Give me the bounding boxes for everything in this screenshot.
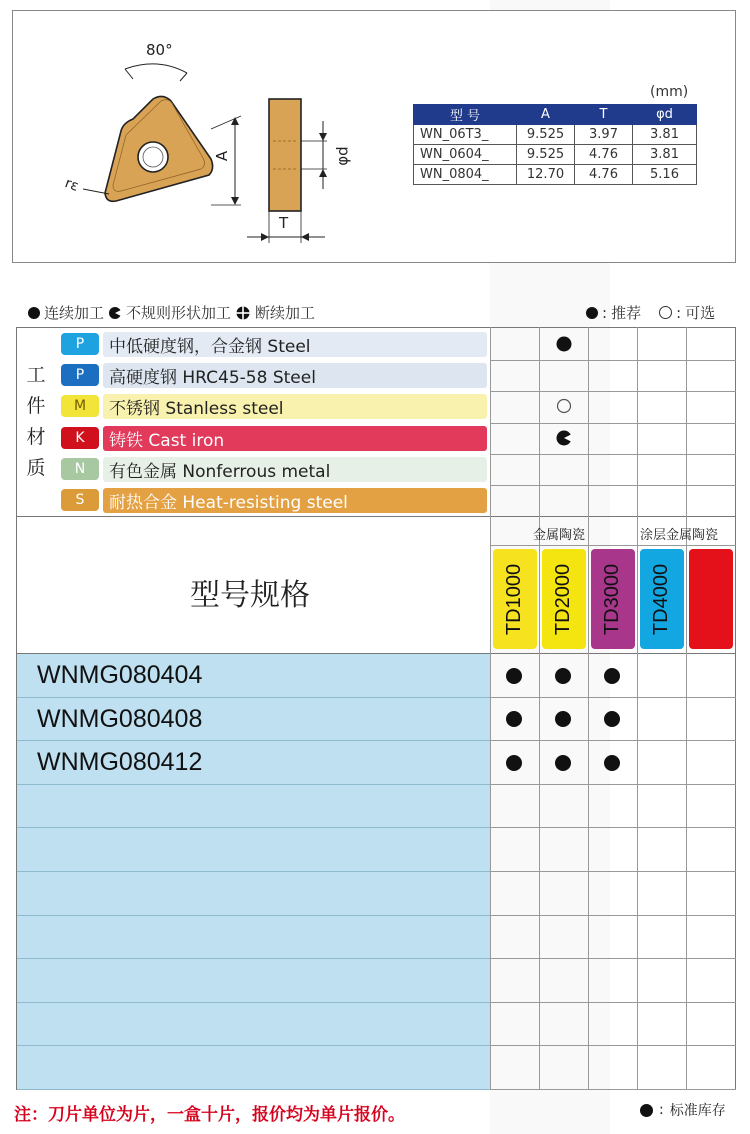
angle-label: 80° xyxy=(146,41,173,59)
grid-line xyxy=(490,1045,736,1046)
table-row xyxy=(17,1046,490,1090)
dim-cell: WN_06T3_ xyxy=(414,125,517,145)
stock-mark-icon xyxy=(555,668,571,684)
grid-line xyxy=(686,327,687,1090)
table-row xyxy=(17,828,490,872)
grid-line xyxy=(490,423,736,424)
legend-continuous: 连续加工 xyxy=(44,304,105,322)
recommended-mark-icon xyxy=(555,335,573,353)
grade-name: TD3000 xyxy=(601,563,624,635)
stock-label: 标准库存 xyxy=(669,1103,726,1119)
dim-header-d: φd xyxy=(633,105,697,125)
material-code-badge: K xyxy=(61,427,99,449)
optional-mark-icon xyxy=(555,397,573,415)
model-name: WNMG080412 xyxy=(37,748,203,777)
grade-column-header xyxy=(689,549,733,649)
workpiece-label-1: 工 xyxy=(26,364,46,386)
grid-line xyxy=(490,454,736,455)
dimension-unit: (mm) xyxy=(650,84,689,100)
dim-header-a: A xyxy=(517,105,575,125)
table-row xyxy=(17,872,490,916)
spec-label: 型号规格 xyxy=(190,578,310,613)
legend-row xyxy=(28,302,315,323)
grid-line xyxy=(490,391,736,392)
table-row xyxy=(414,165,697,185)
dim-cell: 9.525 xyxy=(517,125,575,145)
material-name-bar: 高硬度钢 HRC45-58 Steel xyxy=(103,363,487,388)
table-row xyxy=(17,959,490,1003)
grid-line xyxy=(637,327,638,1090)
dimension-header-row xyxy=(414,105,697,125)
stock-mark-icon xyxy=(506,755,522,771)
grid-line xyxy=(490,545,736,546)
dim-cell: 4.76 xyxy=(575,165,633,185)
recommended-dot-icon xyxy=(586,307,598,319)
legend-irregular: 不规则形状加工 xyxy=(126,304,232,322)
grid-line xyxy=(490,958,736,959)
grade-column-header xyxy=(493,549,537,649)
legend-optional: 可选 xyxy=(685,304,716,322)
grid-line xyxy=(490,871,736,872)
dim-cell: 3.81 xyxy=(633,145,697,165)
workpiece-label-2: 件 xyxy=(26,395,46,417)
grid-line xyxy=(490,697,736,698)
grade-name: TD2000 xyxy=(552,563,575,635)
model-name: WNMG080408 xyxy=(37,704,203,733)
stock-mark-icon xyxy=(506,668,522,684)
grade-column-header xyxy=(542,549,586,649)
material-name-bar: 耐热合金 Heat-resisting steel xyxy=(103,488,487,513)
legend-recommended: 推荐 xyxy=(611,304,642,322)
grid-line xyxy=(16,516,736,517)
grid-line xyxy=(490,915,736,916)
material-name-bar: 中低硬度钢，合金钢 Steel xyxy=(103,332,487,357)
irregular-half-dot-icon xyxy=(108,306,122,320)
irregular-mark-icon xyxy=(555,429,573,447)
dim-cell: 5.16 xyxy=(633,165,697,185)
grid-line xyxy=(490,485,736,486)
material-name-bar: 有色金属 Nonferrous metal xyxy=(103,457,487,482)
dim-cell: 3.81 xyxy=(633,125,697,145)
grid-line xyxy=(490,1089,736,1090)
grid-line xyxy=(490,784,736,785)
grid-line xyxy=(490,360,736,361)
grade-name: TD4000 xyxy=(650,563,673,635)
dim-cell: WN_0604_ xyxy=(414,145,517,165)
dim-cell: 12.70 xyxy=(517,165,575,185)
footer-stock: : 标准库存 xyxy=(640,1100,726,1120)
interrupted-cross-icon xyxy=(235,305,251,321)
continuous-dot-icon xyxy=(28,307,40,319)
d-dimension-label: φd xyxy=(333,146,352,166)
grid-line xyxy=(490,1002,736,1003)
workpiece-label-3: 材 xyxy=(26,426,46,448)
dim-header-t: T xyxy=(575,105,633,125)
a-dimension-label: A xyxy=(213,150,232,162)
table-row xyxy=(17,1003,490,1047)
dim-cell: WN_0804_ xyxy=(414,165,517,185)
dim-cell: 4.76 xyxy=(575,145,633,165)
grid-line xyxy=(588,327,589,1090)
workpiece-label-4: 质 xyxy=(26,457,46,479)
legend-recommend-row: : 推荐 : 可选 xyxy=(586,302,715,323)
table-row xyxy=(17,785,490,829)
grid-line xyxy=(490,827,736,828)
table-row xyxy=(414,145,697,165)
t-dimension-label: T xyxy=(279,214,289,232)
grade-column-header xyxy=(640,549,684,649)
dimension-table xyxy=(413,104,697,185)
grid-line xyxy=(490,327,491,1090)
material-code-badge: S xyxy=(61,489,99,511)
grade-name: TD1000 xyxy=(503,563,526,635)
material-code-badge: P xyxy=(61,333,99,355)
insert-side-view xyxy=(269,99,301,211)
grid-line xyxy=(490,740,736,741)
stock-mark-icon xyxy=(604,668,620,684)
material-code-badge: P xyxy=(61,364,99,386)
legend-interrupted: 断续加工 xyxy=(255,304,316,322)
model-name: WNMG080404 xyxy=(37,661,203,689)
stock-mark-icon xyxy=(555,755,571,771)
stock-dot-icon xyxy=(640,1104,653,1117)
stock-mark-icon xyxy=(604,755,620,771)
re-label: rε xyxy=(62,175,81,195)
cermet-group-label: 金属陶瓷 xyxy=(533,528,586,543)
footer-note: 注：刀片单位为片，一盒十片，报价均为单片报价。 xyxy=(14,1105,405,1125)
dim-header-model: 型 号 xyxy=(414,105,517,125)
table-row xyxy=(414,125,697,145)
material-code-badge: N xyxy=(61,458,99,480)
dim-cell: 3.97 xyxy=(575,125,633,145)
coated-cermet-group-label: 涂层金属陶瓷 xyxy=(640,528,719,543)
dim-cell: 9.525 xyxy=(517,145,575,165)
grid-line xyxy=(539,327,540,1090)
material-name-bar: 不锈钢 Stanless steel xyxy=(103,394,487,419)
table-row xyxy=(17,916,490,960)
material-code-badge: M xyxy=(61,395,99,417)
grade-column-header xyxy=(591,549,635,649)
optional-circle-icon xyxy=(659,306,672,319)
material-name-bar: 铸铁 Cast iron xyxy=(103,426,487,451)
